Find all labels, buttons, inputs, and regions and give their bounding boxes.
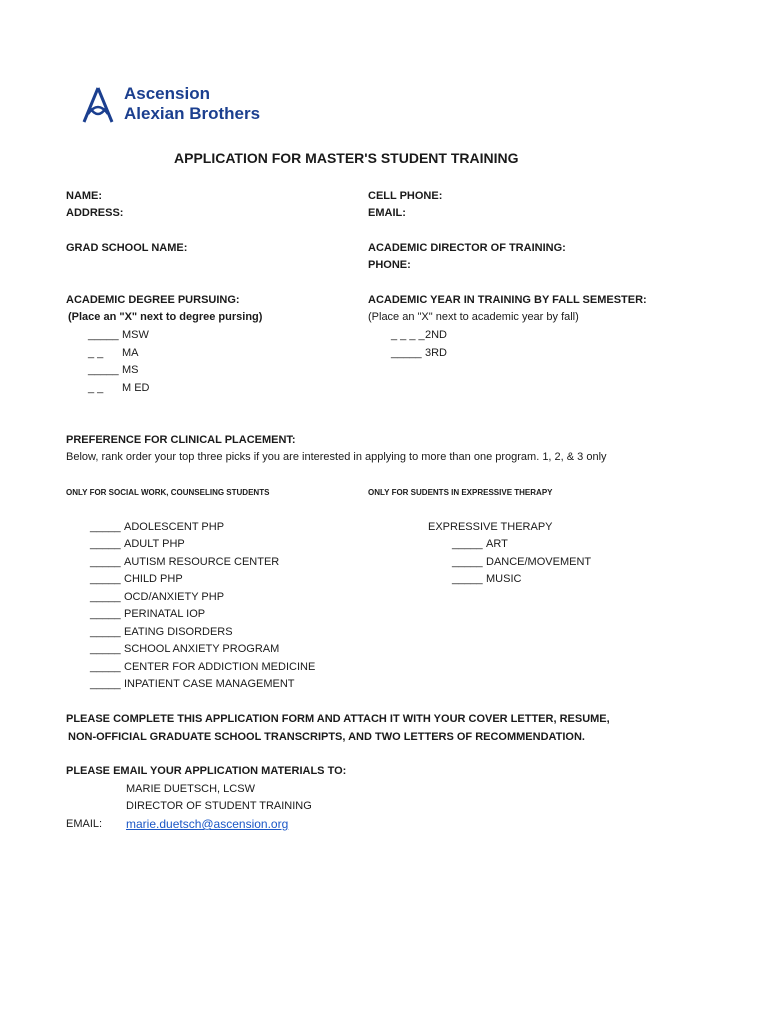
- contact-heading: PLEASE EMAIL YOUR APPLICATION MATERIALS TO:: [66, 765, 347, 777]
- rank-blank[interactable]: _____: [90, 521, 121, 533]
- option-label: DANCE/MOVEMENT: [486, 556, 592, 568]
- option-label: ART: [486, 538, 508, 550]
- contact-name: MARIE DUETSCH, LCSW: [126, 783, 255, 795]
- ascension-logo-icon: [78, 86, 118, 126]
- social-work-option: [90, 643, 279, 655]
- expressive-option: [452, 556, 591, 568]
- year-instruction: (Place an "X" next to academic year by fall): [368, 311, 579, 323]
- year-blank[interactable]: _____: [391, 347, 422, 359]
- option-label: CHILD PHP: [124, 573, 183, 585]
- contact-email-label: EMAIL:: [66, 818, 103, 830]
- degree-blank[interactable]: _____: [88, 329, 119, 341]
- contact-email-link[interactable]: marie.duetsch@ascension.org: [126, 817, 289, 831]
- social-work-option: [90, 661, 315, 673]
- rank-blank[interactable]: _____: [90, 556, 121, 568]
- option-label: PERINATAL IOP: [124, 608, 206, 620]
- option-label: OCD/ANXIETY PHP: [124, 591, 225, 603]
- year-blank[interactable]: _ _ _ _: [391, 329, 425, 341]
- rank-blank[interactable]: _____: [452, 538, 483, 550]
- cell-phone-label: CELL PHONE:: [368, 190, 443, 202]
- social-work-option: [90, 591, 224, 603]
- social-work-option: [90, 608, 205, 620]
- social-work-option: [90, 678, 295, 690]
- option-label: AUTISM RESOURCE CENTER: [124, 556, 280, 568]
- degree-label: MA: [122, 347, 139, 359]
- option-label: SCHOOL ANXIETY PROGRAM: [124, 643, 280, 655]
- social-work-heading: ONLY FOR SOCIAL WORK, COUNSELING STUDENTS: [66, 488, 270, 497]
- expressive-heading: ONLY FOR SUDENTS IN EXPRESSIVE THERAPY: [368, 488, 553, 497]
- social-work-option: [90, 573, 183, 585]
- degree-label: MS: [122, 364, 139, 376]
- logo-line-2: Alexian Brothers: [124, 104, 261, 123]
- social-work-option: [90, 521, 224, 533]
- grad-school-label: GRAD SCHOOL NAME:: [66, 242, 188, 254]
- year-label: 2ND: [425, 329, 448, 341]
- instructions-line-2: NON-OFFICIAL GRADUATE SCHOOL TRANSCRIPTS, AND TWO LETTERS OF RECOMMENDATION.: [68, 731, 585, 743]
- logo-line-1: Ascension: [124, 84, 210, 103]
- degree-option-med: [88, 382, 150, 394]
- degree-label: M ED: [122, 382, 150, 394]
- degree-heading: ACADEMIC DEGREE PURSUING:: [66, 294, 240, 306]
- expressive-option: [452, 573, 521, 585]
- phone-label: PHONE:: [368, 259, 411, 271]
- rank-blank[interactable]: _____: [90, 538, 121, 550]
- year-option-3rd: [391, 347, 447, 359]
- preference-instruction: Below, rank order your top three picks if you are interested in applying to more than one program. 1, 2, & 3 only: [66, 451, 607, 463]
- option-label: INPATIENT CASE MANAGEMENT: [124, 678, 295, 690]
- rank-blank[interactable]: _____: [90, 643, 121, 655]
- social-work-option: [90, 538, 185, 550]
- social-work-option: [90, 556, 279, 568]
- year-label: 3RD: [425, 347, 448, 359]
- option-label: CENTER FOR ADDICTION MEDICINE: [124, 661, 316, 673]
- degree-blank[interactable]: _ _: [88, 347, 104, 359]
- degree-option-msw: [88, 329, 149, 341]
- academic-director-label: ACADEMIC DIRECTOR OF TRAINING:: [368, 242, 566, 254]
- rank-blank[interactable]: _____: [90, 573, 121, 585]
- degree-instruction: (Place an "X" next to degree pursing): [68, 311, 263, 323]
- expressive-subheading: EXPRESSIVE THERAPY: [428, 521, 553, 533]
- degree-option-ms: [88, 364, 139, 376]
- option-label: MUSIC: [486, 573, 522, 585]
- degree-label: MSW: [122, 329, 149, 341]
- contact-role: DIRECTOR OF STUDENT TRAINING: [126, 800, 312, 812]
- rank-blank[interactable]: _____: [90, 608, 121, 620]
- expressive-option: [452, 538, 508, 550]
- option-label: ADULT PHP: [124, 538, 185, 550]
- rank-blank[interactable]: _____: [90, 626, 121, 638]
- address-label: ADDRESS:: [66, 207, 124, 219]
- option-label: ADOLESCENT PHP: [124, 521, 225, 533]
- degree-option-ma: [88, 347, 139, 359]
- rank-blank[interactable]: _____: [452, 556, 483, 568]
- year-option-2nd: [391, 329, 447, 341]
- rank-blank[interactable]: _____: [452, 573, 483, 585]
- degree-blank[interactable]: _ _: [88, 382, 104, 394]
- year-heading: ACADEMIC YEAR IN TRAINING BY FALL SEMESTER:: [368, 294, 647, 306]
- degree-blank[interactable]: _____: [88, 364, 119, 376]
- option-label: EATING DISORDERS: [124, 626, 233, 638]
- rank-blank[interactable]: _____: [90, 678, 121, 690]
- page-title: APPLICATION FOR MASTER'S STUDENT TRAINING: [174, 150, 519, 166]
- email-label: EMAIL:: [368, 207, 406, 219]
- rank-blank[interactable]: _____: [90, 591, 121, 603]
- instructions-line-1: PLEASE COMPLETE THIS APPLICATION FORM AND ATTACH IT WITH YOUR COVER LETTER, RESUME,: [66, 713, 610, 725]
- name-label: NAME:: [66, 190, 103, 202]
- preference-heading: PREFERENCE FOR CLINICAL PLACEMENT:: [66, 434, 296, 446]
- rank-blank[interactable]: _____: [90, 661, 121, 673]
- social-work-option: [90, 626, 233, 638]
